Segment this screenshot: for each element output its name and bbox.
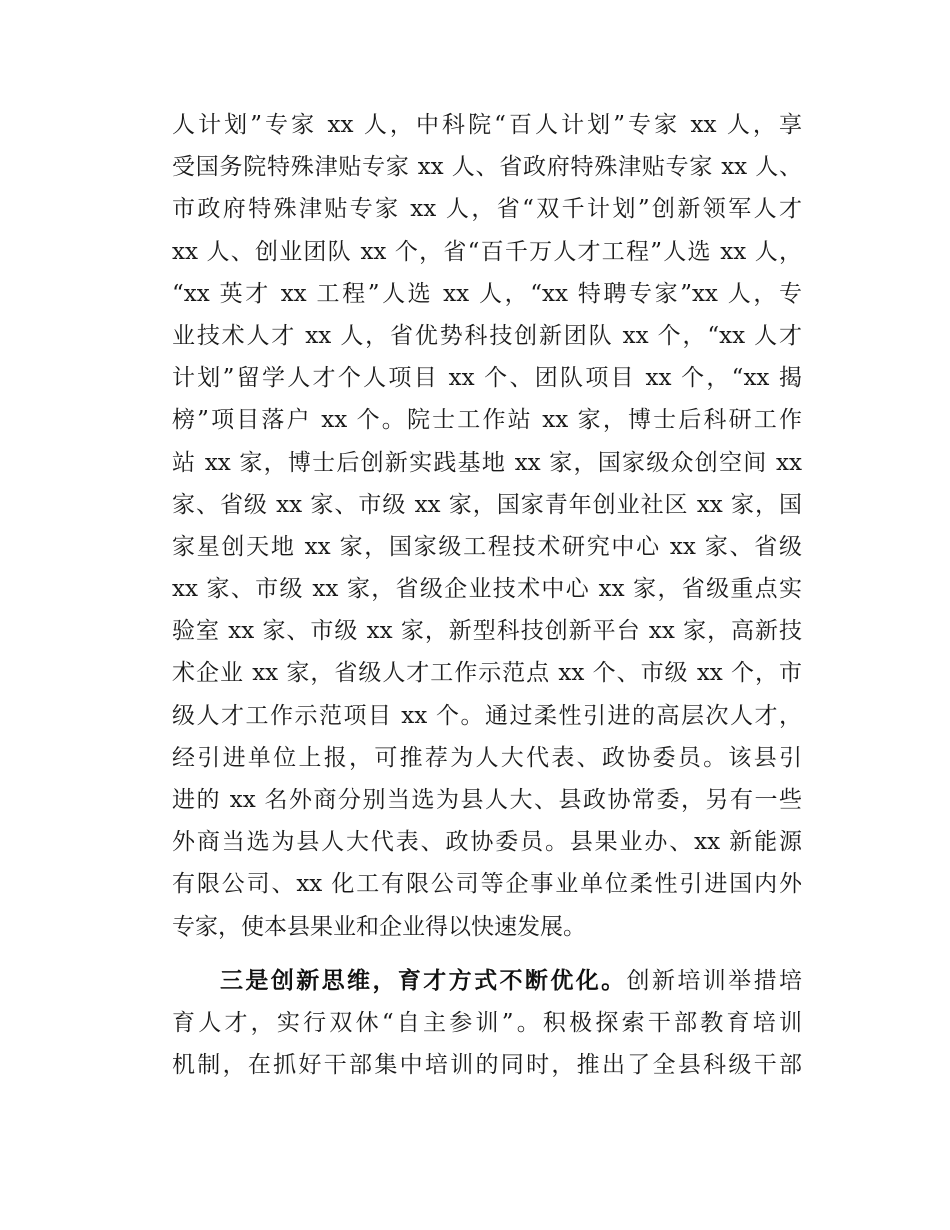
text-line: xx 家、市级 xx 家，省级企业技术中心 xx 家，省级重点实 xyxy=(172,576,802,603)
text-line xyxy=(172,960,802,1002)
text-line: 家星创天地 xx 家，国家级工程技术研究中心 xx 家、省级 xyxy=(172,533,802,560)
text-line: 育人才，实行双休“自主参训”。积极探索干部教育培训 xyxy=(172,1009,802,1036)
text-line: 市政府特殊津贴专家 xx 人，省“双千计划”创新领军人才 xyxy=(172,196,802,223)
heading-continuation: 创新培训举措培 xyxy=(626,967,803,994)
text-line: 验室 xx 家、市级 xx 家，新型科技创新平台 xx 家，高新技 xyxy=(172,618,802,645)
text-line: 机制，在抓好干部集中培训的同时，推出了全县科级干部 xyxy=(172,1052,802,1079)
text-line: 经引进单位上报，可推荐为人大代表、政协委员。该县引 xyxy=(172,744,802,771)
paragraph-training-innovation xyxy=(172,960,802,1087)
text-line: 级人才工作示范项目 xx 个。通过柔性引进的高层次人才， xyxy=(172,702,802,729)
text-line: 受国务院特殊津贴专家 xx 人、省政府特殊津贴专家 xx 人、 xyxy=(172,154,802,181)
paragraph-gap xyxy=(172,948,802,960)
text-line: 进的 xx 名外商分别当选为县人大、县政协常委，另有一些 xyxy=(172,787,802,813)
text-line: 计划”留学人才个人项目 xx 个、团队项目 xx 个，“xx 揭 xyxy=(172,365,802,392)
text-line: 业技术人才 xx 人，省优势科技创新团队 xx 个，“xx 人才 xyxy=(172,322,802,349)
text-line: 外商当选为县人大代表、政协委员。县果业办、xx 新能源 xyxy=(172,829,802,856)
text-line: 家、省级 xx 家、市级 xx 家，国家青年创业社区 xx 家，国 xyxy=(172,491,802,518)
text-line: xx 人、创业团队 xx 个，省“百千万人才工程”人选 xx 人， xyxy=(172,238,802,265)
text-line: 榜”项目落户 xx 个。院士工作站 xx 家，博士后科研工作 xyxy=(172,407,802,434)
text-line: “xx 英才 xx 工程”人选 xx 人，“xx 特聘专家”xx 人，专 xyxy=(172,280,802,307)
text-line: 术企业 xx 家，省级人才工作示范点 xx 个、市级 xx 个，市 xyxy=(172,660,802,687)
text-line: 站 xx 家，博士后创新实践基地 xx 家，国家级众创空间 xx xyxy=(172,449,802,476)
text-line: 人计划”专家 xx 人，中科院“百人计划”专家 xx 人，享 xyxy=(172,112,802,138)
document-body xyxy=(172,104,802,1086)
text-line: 专家，使本县果业和企业得以快速发展。 xyxy=(172,913,586,940)
text-line: 有限公司、xx 化工有限公司等企事业单位柔性引进国内外 xyxy=(172,871,802,898)
paragraph-talent-statistics xyxy=(172,104,802,948)
paragraph-heading: 三是创新思维，育才方式不断优化。 xyxy=(220,967,627,994)
